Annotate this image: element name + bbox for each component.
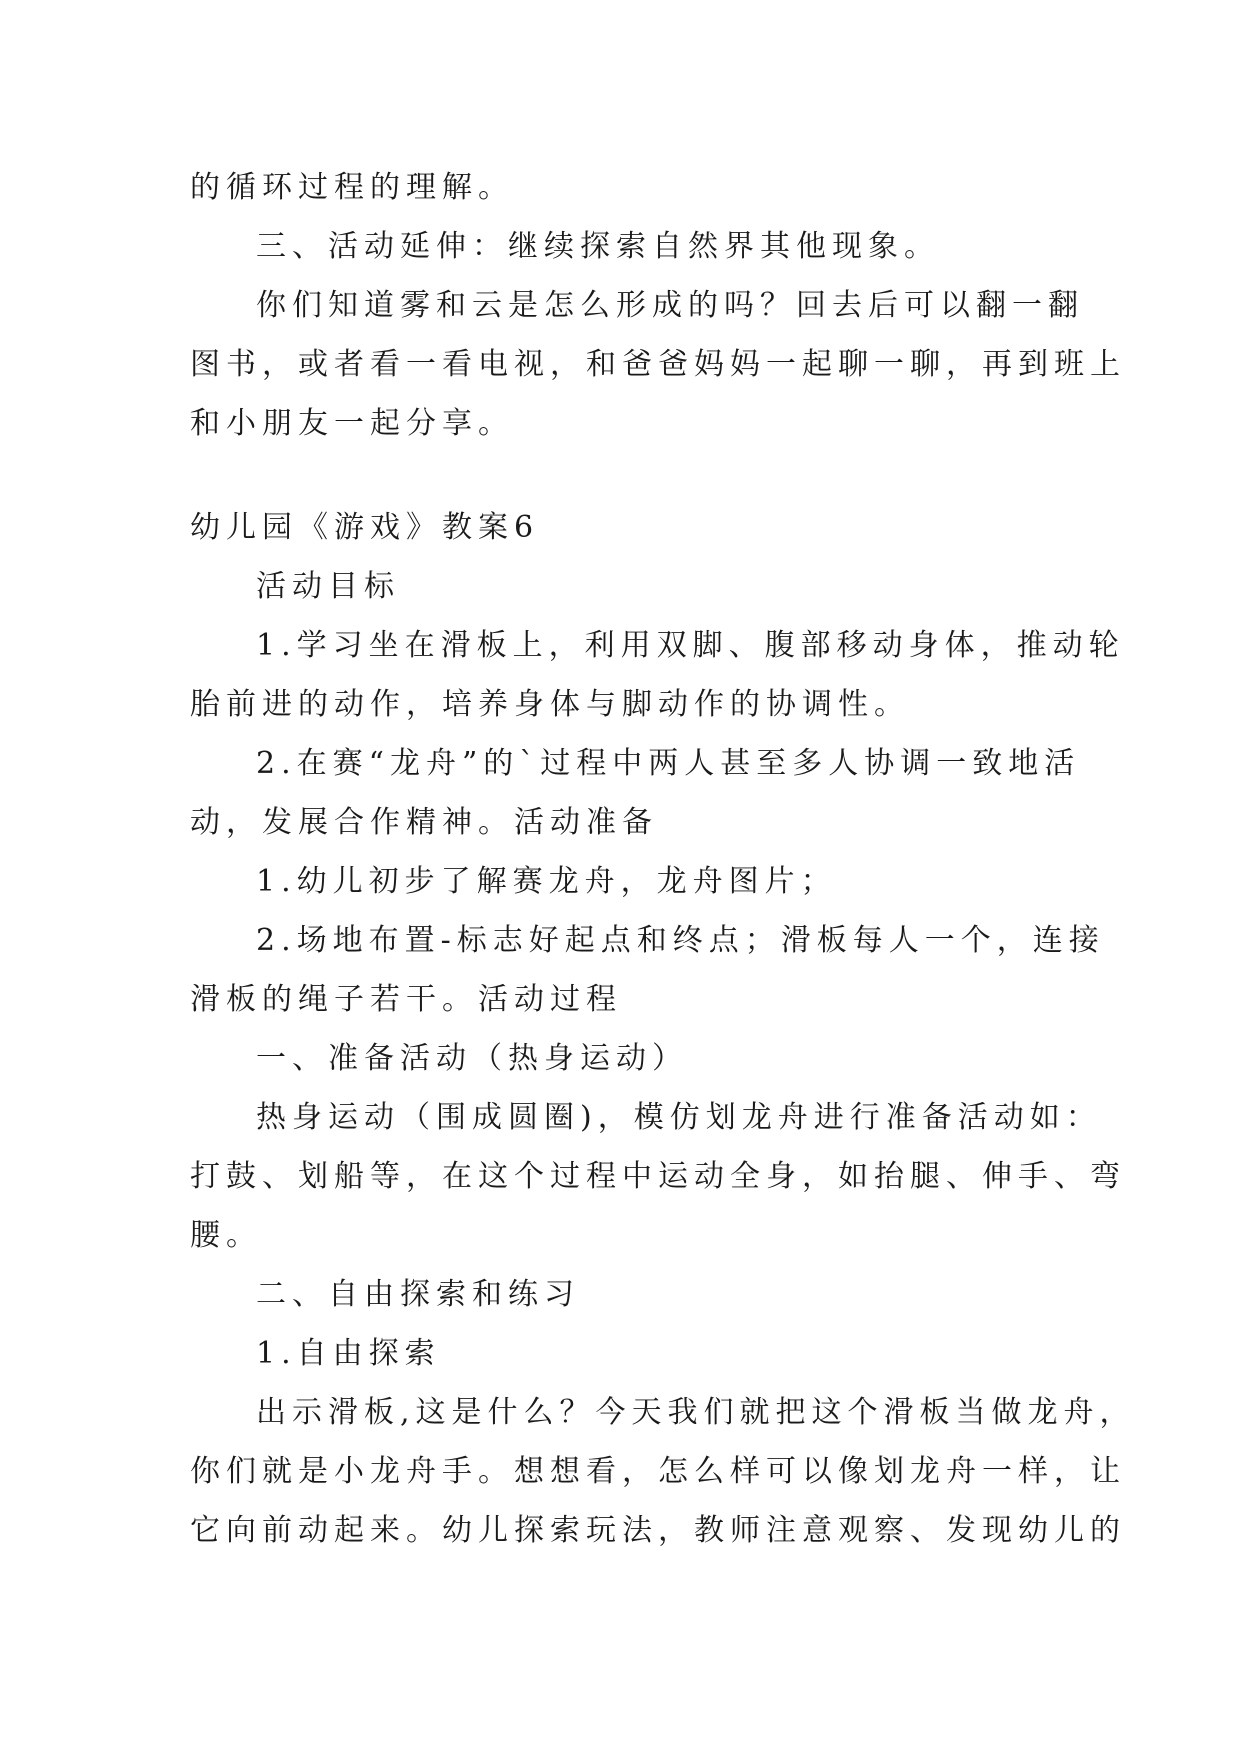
paragraph-line: 2.场地布置-标志好起点和终点；滑板每人一个，连接: [256, 923, 1105, 958]
paragraph-line: 出示滑板,这是什么？今天我们就把这个滑板当做龙舟，: [256, 1395, 1136, 1430]
paragraph-line: 滑板的绳子若干。活动过程: [190, 982, 622, 1017]
subsection-heading: 1.自由探索: [256, 1336, 441, 1371]
paragraph-line: 胎前进的动作，培养身体与脚动作的协调性。: [190, 687, 910, 722]
paragraph-line: 和小朋友一起分享。: [190, 406, 514, 441]
section-heading: 二、自由探索和练习: [256, 1277, 580, 1312]
paragraph-line: 的循环过程的理解。: [190, 170, 514, 205]
paragraph-line: 热身运动（围成圆圈)，模仿划龙舟进行准备活动如：: [256, 1100, 1102, 1135]
section-gap: [190, 453, 1050, 498]
paragraph-line: 你们知道雾和云是怎么形成的吗？回去后可以翻一翻: [256, 288, 1084, 323]
paragraph-line: 动，发展合作精神。活动准备: [190, 805, 658, 840]
paragraph-line: 你们就是小龙舟手。想想看，怎么样可以像划龙舟一样，让: [190, 1454, 1126, 1489]
paragraph-line: 图书，或者看一看电视，和爸爸妈妈一起聊一聊，再到班上: [190, 347, 1126, 382]
paragraph-line: 打鼓、划船等，在这个过程中运动全身，如抬腿、伸手、弯: [190, 1159, 1126, 1194]
paragraph-line: 它向前动起来。幼儿探索玩法，教师注意观察、发现幼儿的: [190, 1513, 1126, 1548]
paragraph-line: 1.幼儿初步了解赛龙舟，龙舟图片；: [256, 864, 837, 899]
document-title: 幼儿园《游戏》教案6: [190, 510, 540, 545]
paragraph-line: 腰。: [190, 1218, 262, 1253]
document-page: [190, 158, 1136, 1560]
section-heading: 三、活动延伸：继续探索自然界其他现象。: [256, 229, 940, 264]
paragraph-line: 1.学习坐在滑板上，利用双脚、腹部移动身体，推动轮: [256, 628, 1125, 663]
section-heading: 活动目标: [256, 569, 400, 604]
section-heading: 一、准备活动（热身运动）: [256, 1041, 688, 1076]
paragraph-line: 2.在赛“龙舟”的`过程中两人甚至多人协调一致地活: [256, 746, 1081, 781]
